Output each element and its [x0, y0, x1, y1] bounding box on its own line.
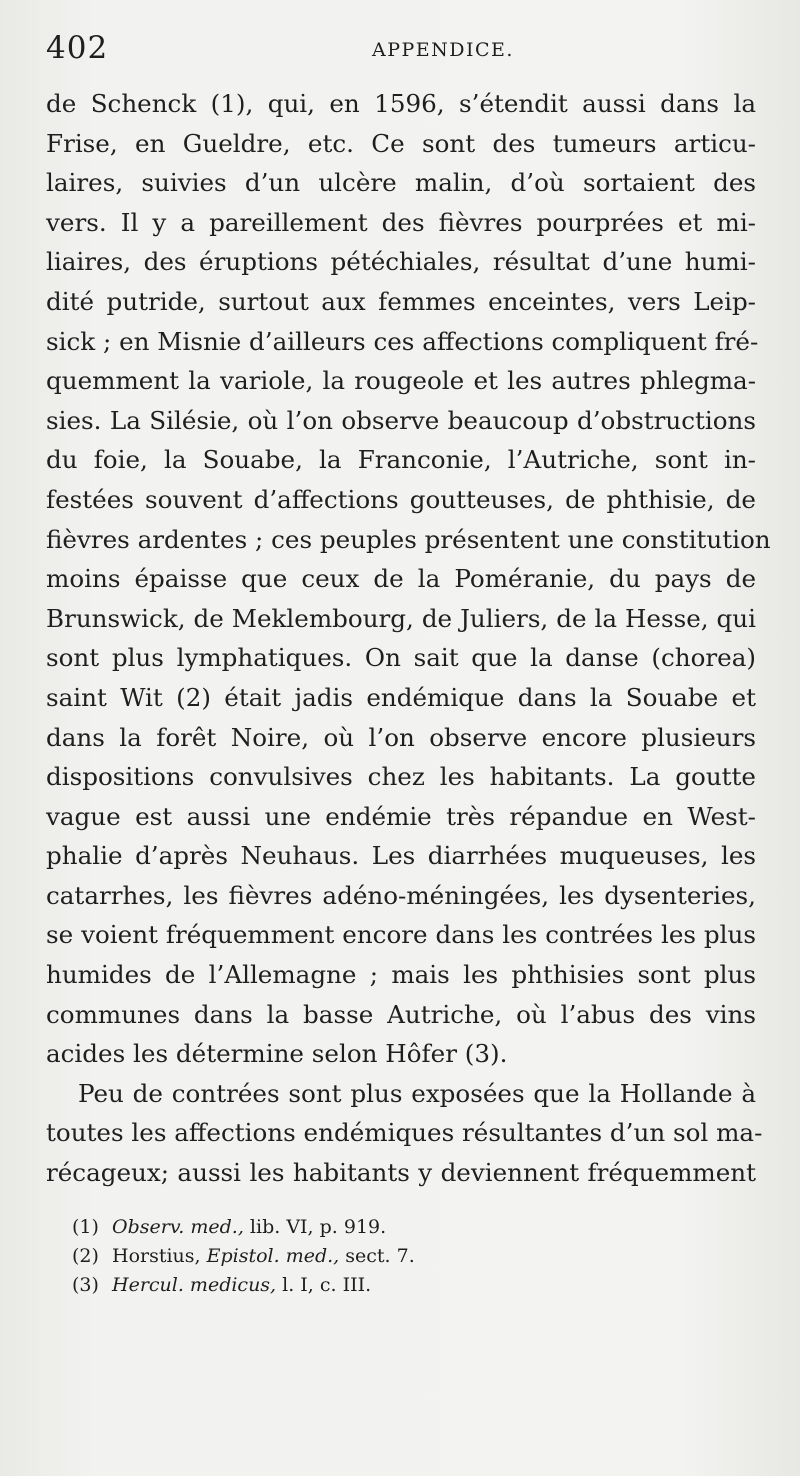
text-line: de Schenck (1), qui, en 1596, s’étendit aussi dans la: [46, 89, 756, 118]
text-line: sies. La Silésie, où l’on observe beaucoup d’obstructions: [46, 405, 756, 435]
text-line: Brunswick, de Meklembourg, de Juliers, de la Hesse, qui: [46, 603, 756, 633]
text-line: laires, suivies d’un ulcère malin, d’où sortaient des: [46, 168, 756, 198]
page-header: [46, 30, 752, 80]
text-line: sont plus lymphatiques. On sait que la danse (chorea): [46, 643, 756, 673]
footnote-author: Horstius,: [112, 1245, 207, 1267]
text-line: dans la forêt Noire, où l’on observe encore plusieurs: [46, 722, 756, 752]
footnote-title: Hercul. medicus,: [112, 1274, 277, 1296]
text-line: dité putride, surtout aux femmes enceintes, vers Leip-: [46, 286, 756, 316]
footnote-ref: l. I, c. III.: [276, 1274, 372, 1296]
text-line: toutes les affections endémiques résultantes d’un sol ma-: [46, 1118, 763, 1148]
footnote-mark: (2): [72, 1245, 99, 1267]
text-line: fièvres ardentes ; ces peuples présentent une constitution: [46, 524, 771, 554]
paragraph-end-line: acides les détermine selon Hôfer (3).: [46, 1039, 508, 1069]
text-line: festées souvent d’affections goutteuses, de phthisie, de: [46, 484, 756, 514]
body-text: [46, 84, 771, 1193]
footnote-ref: sect. 7.: [339, 1245, 415, 1267]
text-line: phalie d’après Neuhaus. Les diarrhées muqueuses, les: [46, 841, 756, 871]
footnote-2: [72, 1242, 572, 1271]
text-line: quemment la variole, la rougeole et les autres phlegma-: [46, 366, 756, 396]
footnotes: [72, 1213, 572, 1300]
text-line: vers. Il y a pareillement des fièvres pourprées et mi-: [46, 207, 756, 237]
text-line: liaires, des éruptions pétéchiales, résultat d’une humi-: [46, 247, 756, 277]
text-line: catarrhes, les fièvres adéno-méningées, les dysenteries,: [46, 880, 756, 910]
text-line: du foie, la Souabe, la Franconie, l’Autriche, sont in-: [46, 445, 756, 475]
footnote-ref: lib. VI, p. 919.: [243, 1216, 387, 1238]
footnote-1: [72, 1213, 572, 1242]
footnote-title: Epistol. med.,: [206, 1245, 340, 1267]
text-line: vague est aussi une endémie très répandue en West-: [46, 801, 756, 831]
text-line: sick ; en Misnie d’ailleurs ces affections compliquent fré-: [46, 326, 759, 356]
text-line: humides de l’Allemagne ; mais les phthisies sont plus: [46, 960, 756, 990]
text-line: Frise, en Gueldre, etc. Ce sont des tumeurs articu-: [46, 128, 756, 158]
footnote-title: Observ. med.,: [112, 1216, 244, 1238]
text-line: se voient fréquemment encore dans les contrées les plus: [46, 920, 756, 950]
footnote-mark: (1): [72, 1216, 99, 1238]
text-line: récageux; aussi les habitants y deviennent fréquemment: [46, 1158, 756, 1188]
text-line: dispositions convulsives chez les habitants. La goutte: [46, 762, 756, 792]
text-line: saint Wit (2) était jadis endémique dans la Souabe et: [46, 682, 756, 712]
text-line: communes dans la basse Autriche, où l’abus des vins: [46, 999, 756, 1029]
page-number: 402: [46, 30, 109, 66]
text-line: moins épaisse que ceux de la Poméranie, du pays de: [46, 564, 756, 594]
footnote-mark: (3): [72, 1274, 99, 1296]
footnote-3: [72, 1271, 572, 1300]
running-head: APPENDICE.: [372, 39, 514, 61]
paragraph-start-line: Peu de contrées sont plus exposées que la Hollande à: [78, 1078, 756, 1108]
